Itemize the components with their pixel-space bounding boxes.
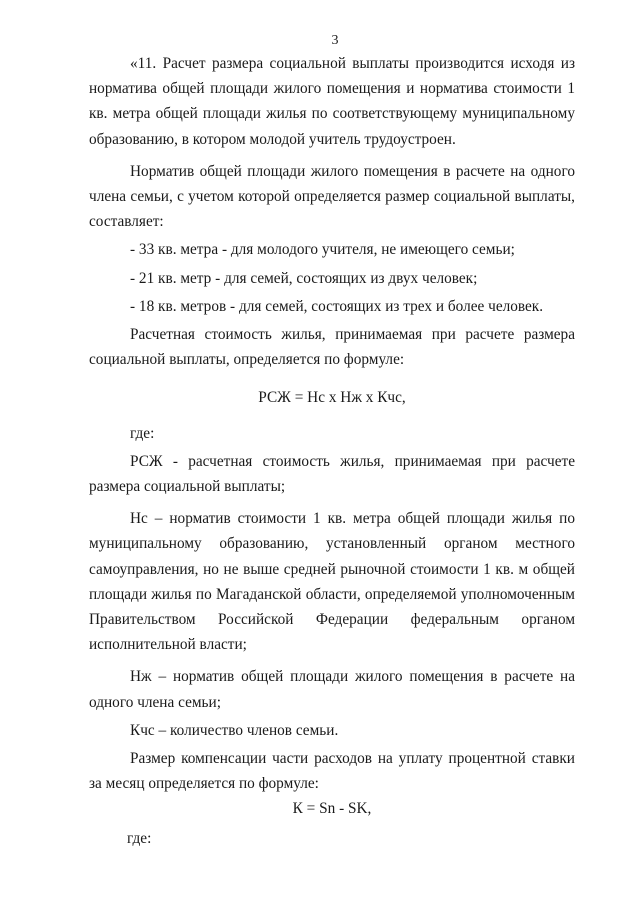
- paragraph-estimated-cost: Расчетная стоимость жилья, принимаемая при расчете размера социальной выплаты, определяется по формуле:: [89, 326, 575, 369]
- where-label: где:: [130, 424, 155, 442]
- page-number: 3: [331, 33, 339, 48]
- formula-rsj: РСЖ = Нс х Нж х Кчс,: [258, 389, 406, 407]
- definition-kchs: Кчс – количество членов семьи.: [130, 721, 339, 739]
- paragraph-area-norm: Норматив общей площади жилого помещения в расчете на одного члена семьи, с учетом которой определяется размер социальной выплаты, составляет:: [89, 162, 575, 231]
- where-label-2: где:: [127, 830, 152, 847]
- list-item-21: - 21 кв. метр - для семей, состоящих из двух человек;: [130, 269, 478, 287]
- paragraph-compensation: Размер компенсации части расходов на уплату процентной ставки за месяц определяется по формуле:: [89, 750, 575, 793]
- formula-k: К = Sn - SK,: [292, 800, 372, 818]
- document-body: [89, 51, 575, 847]
- definition-rsj: РСЖ - расчетная стоимость жилья, принимаемая при расчете размера социальной выплаты;: [89, 452, 575, 496]
- definition-nzh: Нж – норматив общей площади жилого помещения в расчете на одного члена семьи;: [89, 668, 575, 711]
- list-item-33: - 33 кв. метра - для молодого учителя, не имеющего семьи;: [130, 241, 515, 259]
- list-item-18: - 18 кв. метров - для семей, состоящих из трех и более человек.: [130, 297, 544, 315]
- paragraph-calculation-basis: «11. Расчет размера социальной выплаты производится исходя из норматива общей площади жилого помещения и норматива стоимости 1 кв. метра общей площади жилья по соответствующему муниципальному образованию, в котором молодой учитель трудоустроен.: [89, 55, 575, 148]
- definition-ns: Нс – норматив стоимости 1 кв. метра общей площади жилья по муниципальному образованию, установленный органом местного самоуправления, но не выше средней рыночной стоимости 1 кв. м общей площади жилья по Магаданской области, определяемой уполномоченным Правительством Российской Федерации федеральным органом исполнительной власти;: [89, 510, 575, 654]
